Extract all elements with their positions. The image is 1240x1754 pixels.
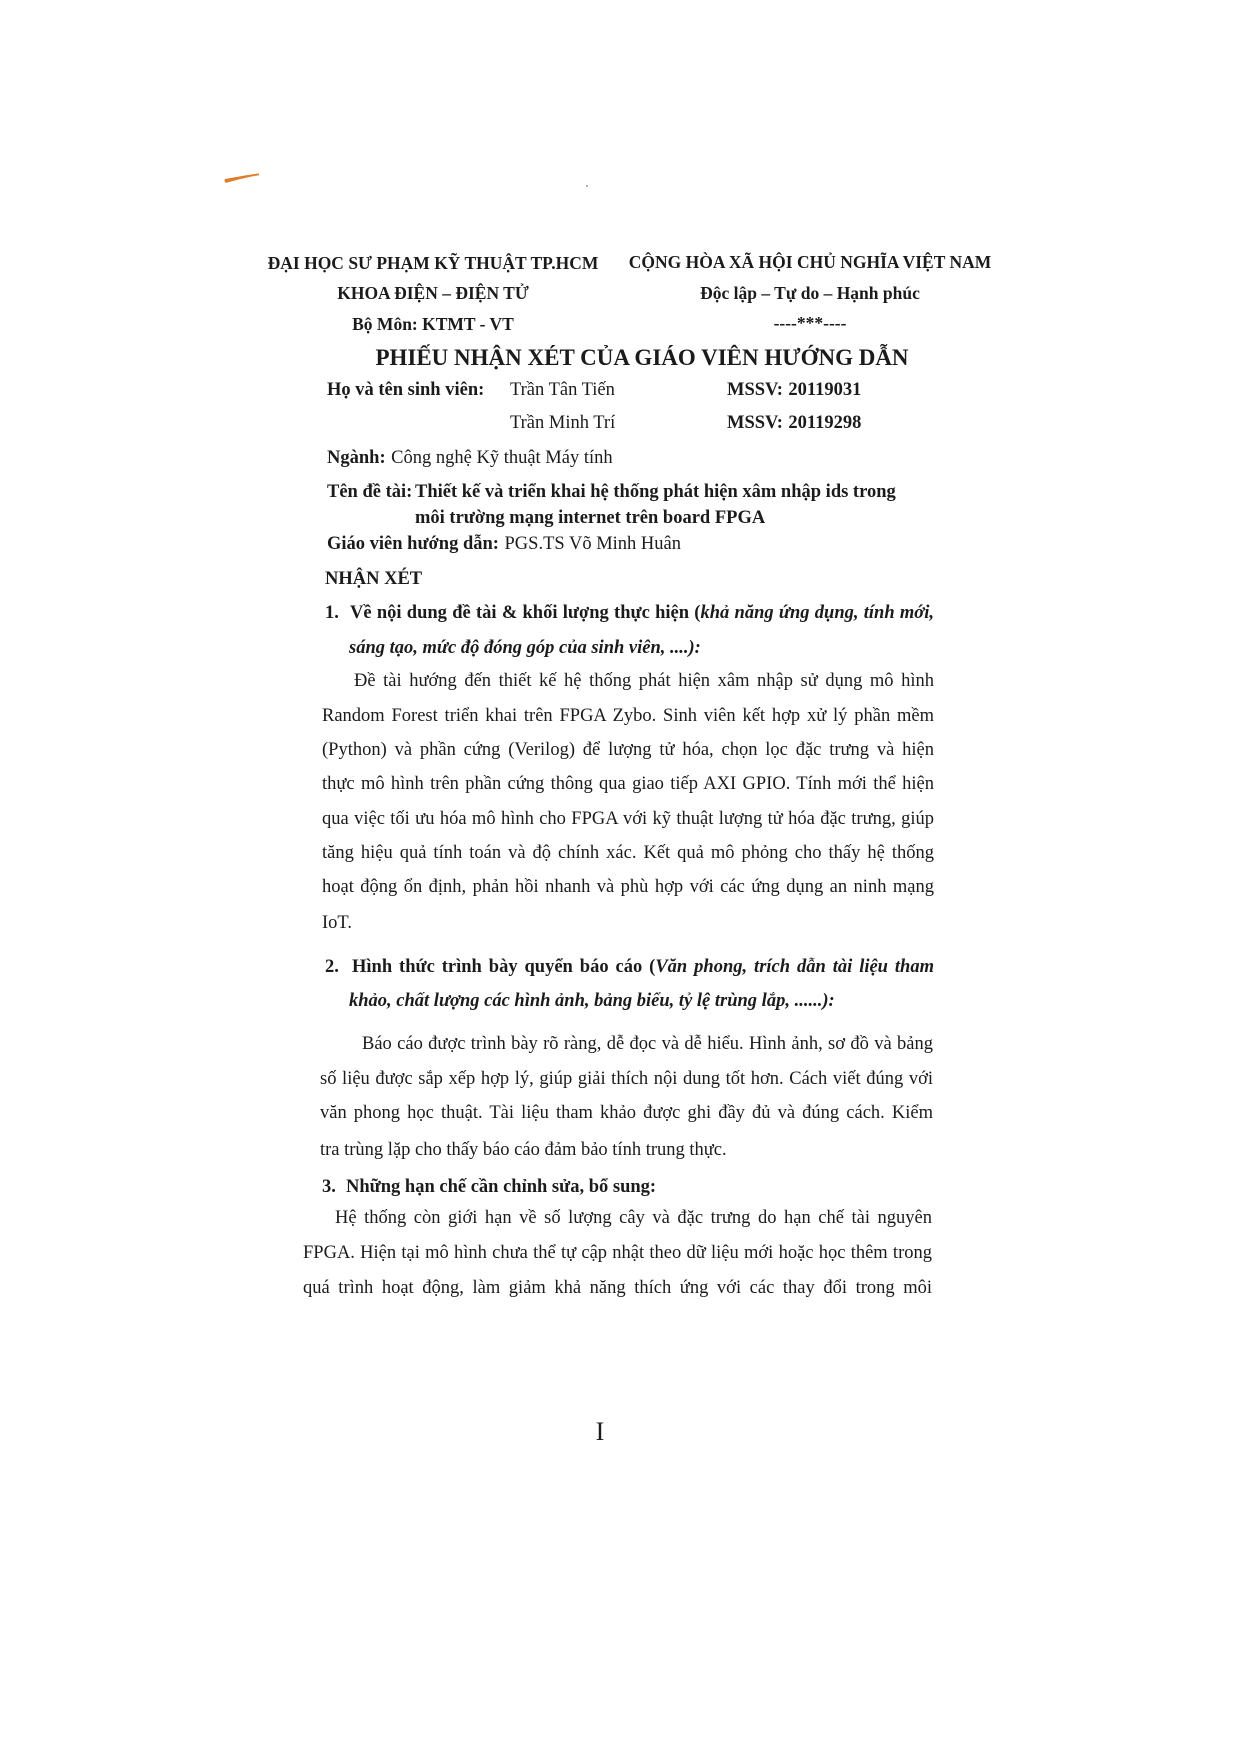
section-1-body-line: IoT.	[322, 913, 352, 933]
student-name: Trần Tân Tiến	[510, 380, 615, 400]
section-2-title: Hình thức trình bày quyển báo cáo (	[352, 957, 656, 977]
section-1-body-line: tăng hiệu quả tính toán và độ chính xác. Kết quả mô phỏng cho thấy hệ thống	[322, 843, 934, 863]
section-1-hint: khả năng ứng dụng, tính mới,	[700, 603, 934, 623]
header-ornament: ----***----	[773, 313, 847, 333]
topic-line: môi trường mạng internet trên board FPGA	[415, 508, 766, 528]
student-id	[727, 410, 861, 436]
section-3-number: 3.	[322, 1177, 336, 1197]
advisor-row	[327, 531, 681, 557]
student-id-value: 20119298	[788, 413, 862, 433]
department-name: Bộ Môn: KTMT - VT	[352, 314, 514, 334]
advisor-label: Giáo viên hướng dẫn:	[327, 534, 499, 554]
section-2-hint: Văn phong, trích dẫn tài liệu tham	[655, 957, 934, 977]
student-id	[727, 377, 861, 403]
scan-speck	[586, 185, 588, 187]
section-3-body-line: quá trình hoạt động, làm giảm khả năng thích ứng với các thay đổi trong môi	[303, 1278, 932, 1298]
country-name: CỘNG HÒA XÃ HỘI CHỦ NGHĨA VIỆT NAM	[628, 252, 992, 272]
major-label: Ngành:	[327, 448, 386, 468]
section-2-heading	[352, 954, 934, 980]
section-1-body-line: qua việc tối ưu hóa mô hình cho FPGA với kỹ thuật lượng tử hóa đặc trưng, giúp	[322, 809, 934, 829]
section-3-body-line: Hệ thống còn giới hạn về số lượng cây và đặc trưng do hạn chế tài nguyên	[335, 1208, 932, 1228]
scan-mark	[222, 168, 262, 186]
major-value: Công nghệ Kỹ thuật Máy tính	[391, 448, 613, 468]
university-name: ĐẠI HỌC SƯ PHẠM KỸ THUẬT TP.HCM	[267, 253, 599, 273]
section-1-body-line: Random Forest triển khai trên FPGA Zybo. Sinh viên kết hợp xử lý phần mềm	[322, 706, 934, 726]
section-1-body-line: thực mô hình trên phần cứng thông qua giao tiếp AXI GPIO. Tính mới thể hiện	[322, 774, 934, 794]
topic-label: Tên đề tài:	[327, 482, 413, 502]
section-1-hint: sáng tạo, mức độ đóng góp của sinh viên, ....):	[349, 638, 701, 658]
section-2-body-line: văn phong học thuật. Tài liệu tham khảo được ghi đầy đủ và đúng cách. Kiểm	[320, 1103, 933, 1123]
section-1-body-line: hoạt động ổn định, phản hồi nhanh và phù hợp với các ứng dụng an ninh mạng	[322, 877, 934, 897]
section-1-body-line: Đề tài hướng đến thiết kế hệ thống phát hiện xâm nhập sử dụng mô hình	[354, 671, 934, 691]
topic-line: Thiết kế và triển khai hệ thống phát hiện xâm nhập ids trong	[415, 482, 896, 502]
comments-heading: NHẬN XÉT	[325, 569, 423, 589]
section-1-number: 1.	[325, 603, 339, 623]
section-1-body-line: (Python) và phần cứng (Verilog) để lượng tử hóa, chọn lọc đặc trưng và hiện	[322, 740, 934, 760]
section-1-heading	[350, 600, 934, 626]
student-name: Trần Minh Trí	[510, 413, 616, 433]
national-motto: Độc lập – Tự do – Hạnh phúc	[700, 283, 920, 303]
section-2-number: 2.	[325, 957, 339, 977]
section-2-body-line: Báo cáo được trình bày rõ ràng, dễ đọc và dễ hiểu. Hình ảnh, sơ đồ và bảng	[362, 1034, 933, 1054]
student-id-label: MSSV:	[727, 413, 783, 433]
students-label: Họ và tên sinh viên:	[327, 380, 485, 400]
student-id-value: 20119031	[788, 380, 862, 400]
page-number: I	[595, 1417, 605, 1446]
advisor-name: PGS.TS Võ Minh Huân	[504, 534, 681, 554]
major-row	[327, 445, 613, 471]
section-2-body-line: số liệu được sắp xếp hợp lý, giúp giải thích nội dung tốt hơn. Cách viết đúng với	[320, 1069, 933, 1089]
section-3-body-line: FPGA. Hiện tại mô hình chưa thể tự cập nhật theo dữ liệu mới hoặc học thêm trong	[303, 1243, 932, 1263]
section-3-title: Những hạn chế cần chỉnh sửa, bổ sung:	[346, 1177, 657, 1197]
form-title: PHIẾU NHẬN XÉT CỦA GIÁO VIÊN HƯỚNG DẪN	[375, 345, 909, 370]
section-2-body-line: tra trùng lặp cho thấy báo cáo đảm bảo tính trung thực.	[320, 1140, 727, 1160]
student-id-label: MSSV:	[727, 380, 783, 400]
section-1-title: Về nội dung đề tài & khối lượng thực hiện (	[350, 603, 701, 623]
faculty-name: KHOA ĐIỆN – ĐIỆN TỬ	[337, 283, 529, 303]
section-2-hint: khảo, chất lượng các hình ảnh, bảng biểu, tỷ lệ trùng lắp, ......):	[349, 991, 835, 1011]
